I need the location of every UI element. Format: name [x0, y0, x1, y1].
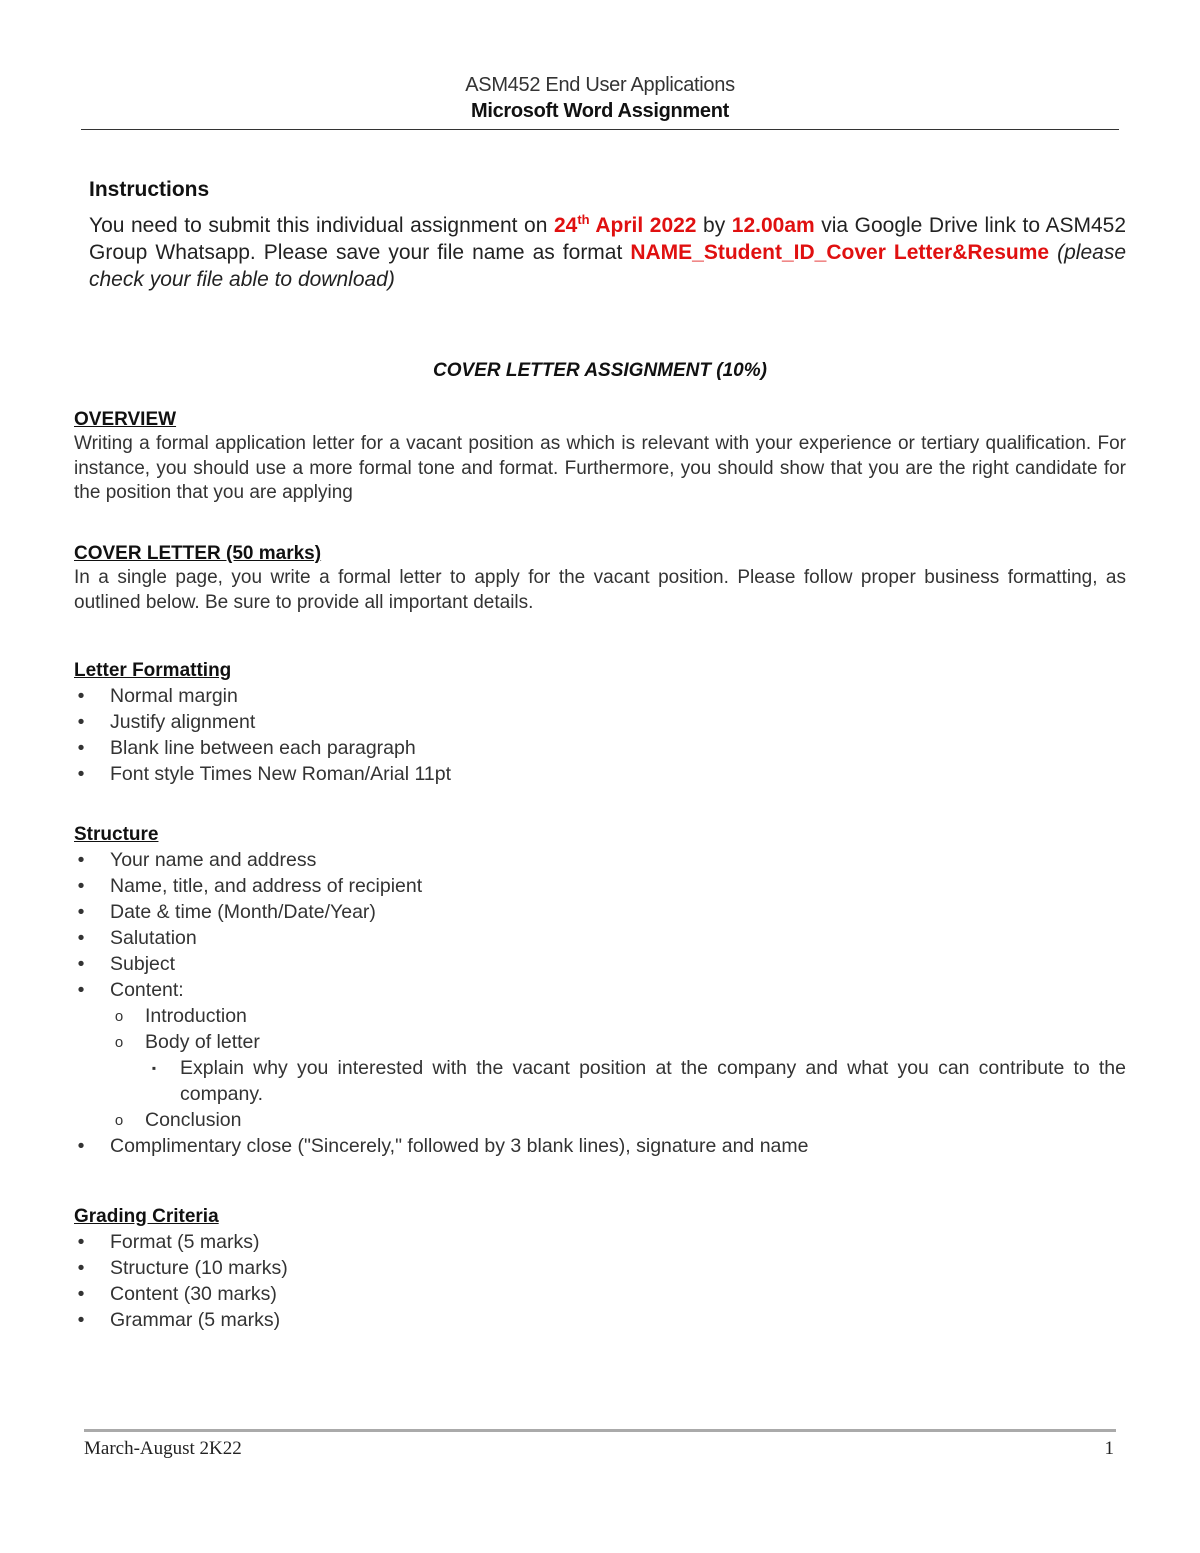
square-bullet-icon: ▪	[151, 1061, 157, 1075]
bullet-icon: •	[77, 1257, 85, 1279]
assignment-title: Microsoft Word Assignment	[470, 100, 730, 122]
due-date: 24th April 2022	[553, 212, 697, 237]
bullet-icon: •	[77, 685, 85, 707]
bullet-icon: •	[77, 1283, 85, 1305]
list-item: • Justify alignment	[74, 709, 1126, 735]
bullet-icon: •	[77, 737, 85, 759]
bullet-icon: •	[77, 849, 85, 871]
bullet-icon: •	[77, 979, 85, 1001]
list-item: • Content (30 marks)	[74, 1281, 1126, 1307]
letter-formatting-list	[74, 683, 1126, 787]
bullet-icon: •	[77, 763, 85, 785]
instructions-text-2: by	[696, 214, 732, 237]
list-item: • Structure (10 marks)	[74, 1255, 1126, 1281]
sub-sub-list-item: ▪ Explain why you interested with the vacant position at the company and what you can contribute to the company.	[74, 1055, 1126, 1107]
course-title: ASM452 End User Applications	[465, 74, 735, 96]
list-item: • Date & time (Month/Date/Year)	[74, 899, 1126, 925]
bullet-icon: •	[77, 1231, 85, 1253]
overview-heading: OVERVIEW	[74, 409, 177, 430]
download-note: (please check your file able to download)	[89, 241, 1126, 291]
list-item: • Font style Times New Roman/Arial 11pt	[74, 761, 1126, 787]
list-item: • Content:	[74, 977, 1126, 1003]
list-item: • Complimentary close ("Sincerely," followed by 3 blank lines), signature and name	[74, 1133, 1126, 1159]
list-item: • Normal margin	[74, 683, 1126, 709]
bullet-icon: •	[77, 711, 85, 733]
list-item: • Subject	[74, 951, 1126, 977]
circle-bullet-icon: o	[114, 1008, 124, 1025]
footer-session: March-August 2K22	[84, 1438, 242, 1459]
instructions-paragraph	[89, 212, 1126, 293]
instructions-heading: Instructions	[89, 178, 210, 201]
grading-section	[74, 1205, 1126, 1333]
list-item: • Salutation	[74, 925, 1126, 951]
list-item: • Format (5 marks)	[74, 1229, 1126, 1255]
sub-list-item: o Introduction	[74, 1003, 1126, 1029]
section-title: COVER LETTER ASSIGNMENT (10%)	[433, 360, 767, 381]
structure-list	[74, 847, 1126, 1159]
overview-body: Writing a formal application letter for a vacant position as which is relevant with your experience or tertiary qualification. For instance, you should use a more formal tone and format. Furthermore, you should show that you are the right candidate for the position that you are applying	[74, 433, 1126, 503]
cover-letter-section	[74, 542, 1126, 615]
file-name-format: NAME_Student_ID_Cover Letter&Resume	[630, 241, 1050, 264]
cover-letter-heading: COVER LETTER (50 marks)	[74, 543, 322, 564]
letter-formatting-heading: Letter Formatting	[74, 660, 232, 681]
list-item: • Blank line between each paragraph	[74, 735, 1126, 761]
circle-bullet-icon: o	[114, 1034, 124, 1051]
sub-list-item: o Conclusion	[74, 1107, 1126, 1133]
cover-letter-body: In a single page, you write a formal letter to apply for the vacant position. Please follow proper business formatting, as outlined below. Be sure to provide all important details.	[74, 567, 1126, 613]
grading-heading: Grading Criteria	[74, 1206, 219, 1227]
bullet-icon: •	[77, 953, 85, 975]
footer-divider	[84, 1429, 1116, 1432]
bullet-icon: •	[77, 901, 85, 923]
instructions-text-3: via Google Drive link to ASM452 Group Whatsapp. Please save your file name as format	[89, 214, 1126, 264]
list-item: • Your name and address	[74, 847, 1126, 873]
structure-section	[74, 823, 1126, 1159]
grading-list	[74, 1229, 1126, 1333]
page-header	[81, 72, 1119, 124]
bullet-icon: •	[77, 927, 85, 949]
bullet-icon: •	[77, 1309, 85, 1331]
sub-list-item: o Body of letter	[74, 1029, 1126, 1055]
letter-formatting-section	[74, 659, 1126, 787]
instructions-text-1: You need to submit this individual assignment on	[89, 214, 554, 237]
due-time: 12.00am	[731, 214, 815, 237]
header-divider	[81, 129, 1119, 130]
bullet-icon: •	[77, 1135, 85, 1157]
circle-bullet-icon: o	[114, 1112, 124, 1129]
instructions-section	[89, 176, 1126, 293]
page-number: 1	[1104, 1438, 1114, 1459]
list-item: • Grammar (5 marks)	[74, 1307, 1126, 1333]
overview-section	[74, 408, 1126, 506]
list-item: • Name, title, and address of recipient	[74, 873, 1126, 899]
bullet-icon: •	[77, 875, 85, 897]
structure-heading: Structure	[74, 824, 159, 845]
